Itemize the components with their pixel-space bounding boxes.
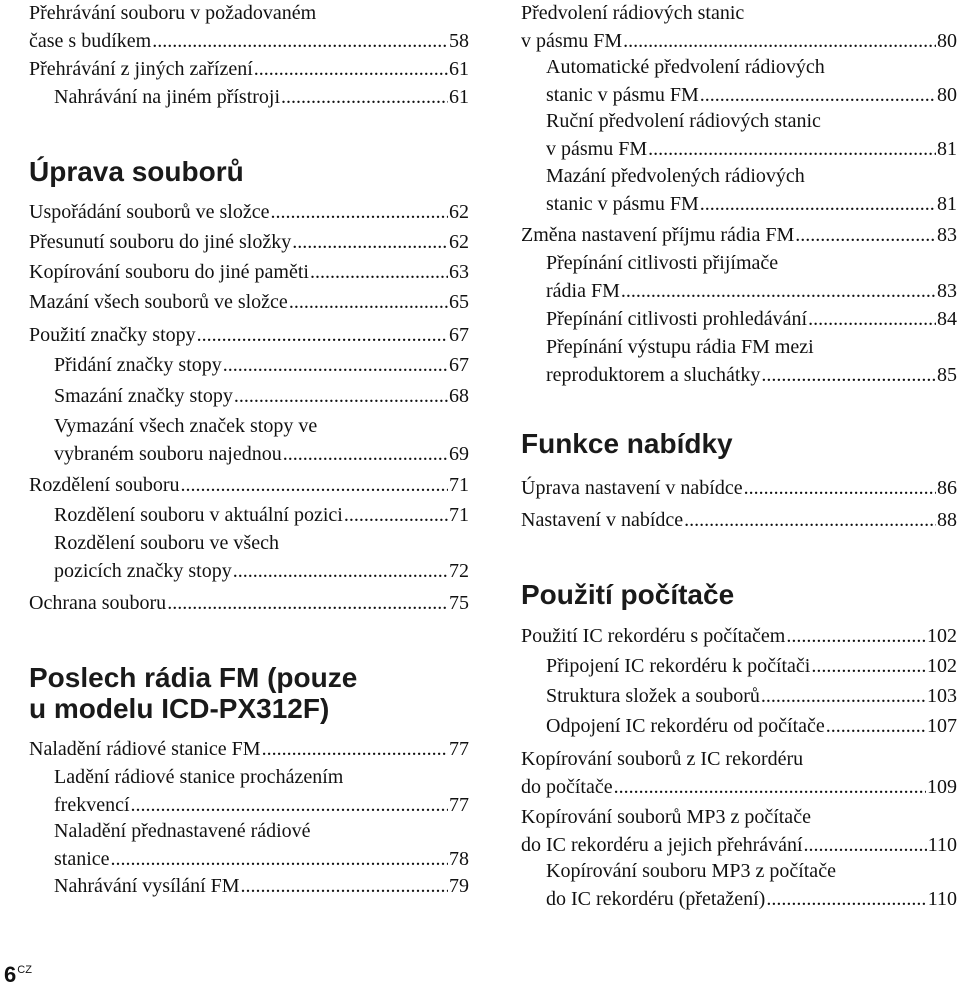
toc-entry[interactable]: Kopírování souborů MP3 z počítače do IC rekordéru a jejich přehrávání ..... 110 [521,804,957,859]
toc-entry[interactable]: Smazání značky stopy ..... 68 [29,383,469,411]
toc-entry[interactable]: Naladění přednastavené rádiové stanice ..... 78 [29,818,469,873]
toc-entry[interactable]: Nahrávání na jiném přístroji ..... 61 [29,84,469,112]
toc-entry[interactable]: Automatické předvolení rádiových stanic v pásmu FM ..... 80 [521,54,957,109]
dot-leader [262,736,448,764]
dot-leader [623,28,936,56]
toc-entry[interactable]: Ladění rádiové stanice procházením frekvencí ..... 77 [29,764,469,819]
dot-leader [811,653,926,681]
dot-leader [826,713,926,741]
toc-entry[interactable]: Ochrana souboru ..... 75 [29,590,469,618]
dot-leader [254,56,448,84]
dot-leader [795,222,936,250]
toc-entry[interactable]: Uspořádání souborů ve složce ..... 62 [29,199,469,227]
dot-leader [281,84,448,112]
dot-leader [111,846,448,874]
toc-entry[interactable]: Změna nastavení příjmu rádia FM ..... 83 [521,222,957,250]
dot-leader [684,507,936,535]
dot-leader [223,352,448,380]
dot-leader [181,472,448,500]
toc-entry[interactable]: Vymazání všech značek stopy ve vybraném souboru najednou ..... 69 [29,413,469,468]
dot-leader [700,82,936,110]
dot-leader [648,136,936,164]
toc-entry[interactable]: Kopírování souboru do jiné paměti ..... 63 [29,259,469,287]
dot-leader [761,362,936,390]
section-heading-uprava-souboru: Úprava souborů [29,156,244,187]
toc-entry[interactable]: Úprava nastavení v nabídce ..... 86 [521,475,957,503]
toc-entry[interactable]: Předvolení rádiových stanic v pásmu FM ..... 80 [521,0,957,55]
dot-leader [804,832,927,860]
dot-leader [292,229,448,257]
dot-leader [234,383,448,411]
dot-leader [131,792,448,820]
dot-leader [289,289,448,317]
dot-leader [167,590,448,618]
toc-entry[interactable]: Přepínání citlivosti přijímače rádia FM ..... 83 [521,250,957,305]
dot-leader [283,441,448,469]
dot-leader [241,873,448,901]
language-code: CZ [17,964,32,976]
dot-leader [744,475,936,503]
dot-leader [786,623,926,651]
section-heading-funkce-nabidky: Funkce nabídky [521,428,733,459]
toc-entry[interactable]: Přehrávání z jiných zařízení ..... 61 [29,56,469,84]
toc-entry[interactable]: Připojení IC rekordéru k počítači ..... 102 [521,653,957,681]
toc-entry[interactable]: Kopírování souboru MP3 z počítače do IC rekordéru (přetažení) ..... 110 [521,858,957,913]
toc-entry[interactable]: Přehrávání souboru v požadovaném čase s budíkem ..... 58 [29,0,469,55]
toc-entry[interactable]: Mazání všech souborů ve složce ..... 65 [29,289,469,317]
dot-leader [197,322,448,350]
toc-entry[interactable]: Nahrávání vysílání FM ..... 79 [29,873,469,901]
toc-entry[interactable]: Odpojení IC rekordéru od počítače ..... 107 [521,713,957,741]
toc-entry[interactable]: Přepínání výstupu rádia FM mezi reproduktorem a sluchátky ..... 85 [521,334,957,389]
toc-entry[interactable]: Rozdělení souboru v aktuální pozici ..... 71 [29,502,469,530]
toc-entry[interactable]: Mazání předvolených rádiových stanic v pásmu FM ..... 81 [521,163,957,218]
toc-entry[interactable]: Použití značky stopy ..... 67 [29,322,469,350]
dot-leader [152,28,448,56]
dot-leader [766,886,926,914]
toc-entry[interactable]: Přepínání citlivosti prohledávání ..... 84 [521,306,957,334]
dot-leader [614,774,926,802]
toc-entry[interactable]: Kopírování souborů z IC rekordéru do počítače ..... 109 [521,746,957,801]
toc-entry[interactable]: Ruční předvolení rádiových stanic v pásmu FM ..... 81 [521,108,957,163]
dot-leader [344,502,448,530]
toc-entry[interactable]: Nastavení v nabídce ..... 88 [521,507,957,535]
section-heading-pouziti-pocitace: Použití počítače [521,579,735,610]
section-heading-poslech-radia: Poslech rádia FM (pouze u modelu ICD-PX312F) [29,662,358,724]
toc-entry[interactable]: Struktura složek a souborů ..... 103 [521,683,957,711]
dot-leader [761,683,926,711]
page-footer [4,962,32,988]
dot-leader [700,191,936,219]
toc-entry[interactable]: Rozdělení souboru ve všech pozicích značky stopy ..... 72 [29,530,469,585]
toc-entry[interactable]: Použití IC rekordéru s počítačem ..... 102 [521,623,957,651]
dot-leader [233,558,448,586]
toc-entry[interactable]: Přidání značky stopy ..... 67 [29,352,469,380]
dot-leader [271,199,449,227]
toc-entry[interactable]: Rozdělení souboru ..... 71 [29,472,469,500]
dot-leader [310,259,448,287]
dot-leader [621,278,936,306]
toc-entry[interactable]: Naladění rádiové stanice FM ..... 77 [29,736,469,764]
toc-entry[interactable]: Přesunutí souboru do jiné složky ..... 62 [29,229,469,257]
page-number: 6 [4,962,17,987]
dot-leader [808,306,936,334]
